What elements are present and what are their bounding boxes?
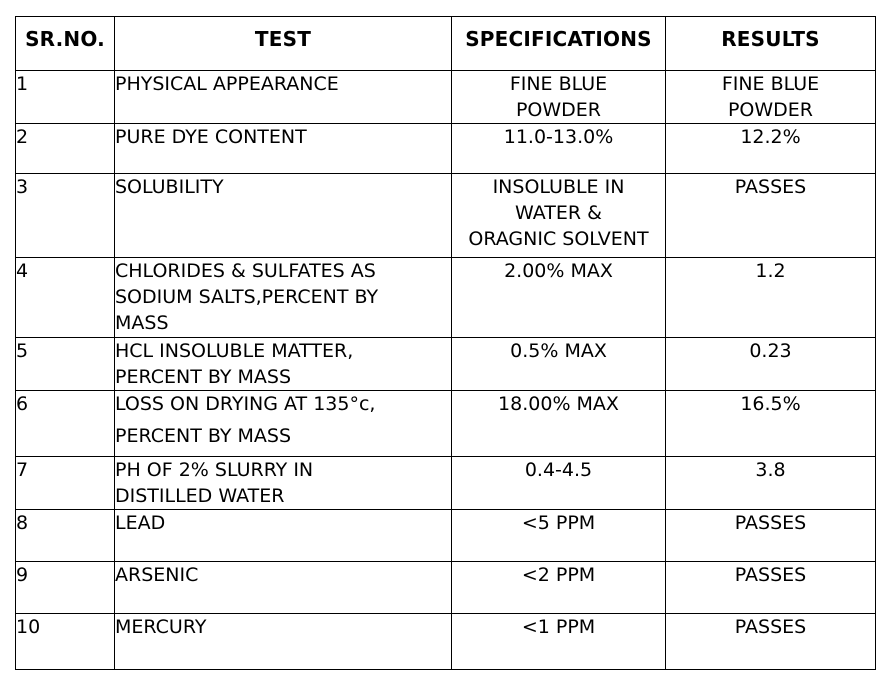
sr-no-cell: 4 xyxy=(16,258,115,338)
result-cell xyxy=(666,457,876,510)
specification-cell xyxy=(452,510,666,562)
sr-no-cell: 6 xyxy=(16,391,115,457)
result-cell xyxy=(666,338,876,391)
sr-no-cell: 9 xyxy=(16,562,115,614)
result-cell-line: PASSES xyxy=(734,616,807,638)
specification-cell xyxy=(452,391,666,457)
table-row xyxy=(16,338,876,391)
header-row xyxy=(16,17,876,71)
specification-cell-line: <2 PPM xyxy=(521,564,596,586)
table-row xyxy=(16,510,876,562)
sr-no-cell: 3 xyxy=(16,174,115,258)
specification-cell-line: <1 PPM xyxy=(521,616,596,638)
sr-no-cell: 1 xyxy=(16,71,115,124)
result-cell-line: PASSES xyxy=(734,176,807,198)
specification-cell-line: 11.0-13.0% xyxy=(503,126,614,148)
result-cell-line: 16.5% xyxy=(740,393,801,415)
test-cell-line: LEAD xyxy=(115,512,166,534)
result-cell-line: FINE BLUE xyxy=(721,73,820,95)
result-cell-line: 1.2 xyxy=(755,260,786,282)
sr-no-cell: 8 xyxy=(16,510,115,562)
table-body xyxy=(16,71,876,670)
specification-cell xyxy=(452,457,666,510)
table-row xyxy=(16,174,876,258)
result-cell xyxy=(666,391,876,457)
test-cell-line: LOSS ON DRYING AT 135°c, xyxy=(115,393,376,415)
specification-cell-line: 0.4-4.5 xyxy=(524,459,593,481)
test-cell-line: MASS xyxy=(115,312,169,334)
specification-cell-line: <5 PPM xyxy=(521,512,596,534)
specification-cell-line: 0.5% MAX xyxy=(510,340,607,362)
test-cell xyxy=(115,258,452,338)
result-cell-line: 0.23 xyxy=(749,340,792,362)
sr-no-cell: 2 xyxy=(16,124,115,174)
result-cell xyxy=(666,124,876,174)
test-cell xyxy=(115,174,452,258)
specification-cell-line: INSOLUBLE IN xyxy=(492,176,625,198)
table-row xyxy=(16,391,876,457)
table-row xyxy=(16,71,876,124)
header-test: TEST xyxy=(115,17,452,71)
result-cell xyxy=(666,258,876,338)
result-cell xyxy=(666,562,876,614)
test-cell-line: PHYSICAL APPEARANCE xyxy=(115,73,339,95)
sr-no-cell: 5 xyxy=(16,338,115,391)
test-cell-line: PH OF 2% SLURRY IN xyxy=(115,459,314,481)
test-cell xyxy=(115,562,452,614)
specification-table xyxy=(15,16,876,670)
test-cell xyxy=(115,391,452,457)
specification-cell xyxy=(452,71,666,124)
specification-cell xyxy=(452,338,666,391)
test-cell-line: MERCURY xyxy=(115,616,207,638)
header-specifications: SPECIFICATIONS xyxy=(452,17,666,71)
sr-no-cell: 7 xyxy=(16,457,115,510)
test-cell xyxy=(115,510,452,562)
test-cell-line: HCL INSOLUBLE MATTER, xyxy=(115,340,354,362)
specification-cell xyxy=(452,174,666,258)
test-cell-line: SOLUBILITY xyxy=(115,176,224,198)
specification-cell xyxy=(452,614,666,670)
result-cell xyxy=(666,510,876,562)
test-cell xyxy=(115,338,452,391)
test-cell-line: PERCENT BY MASS xyxy=(115,366,292,388)
result-cell-line: PASSES xyxy=(734,512,807,534)
specification-cell xyxy=(452,124,666,174)
test-cell-line: PERCENT BY MASS xyxy=(115,425,292,447)
header-sr-no: SR.NO. xyxy=(16,17,115,71)
test-cell-line: CHLORIDES & SULFATES AS xyxy=(115,260,376,282)
test-cell xyxy=(115,124,452,174)
test-cell xyxy=(115,457,452,510)
test-cell xyxy=(115,614,452,670)
result-cell xyxy=(666,614,876,670)
specification-cell-line: 2.00% MAX xyxy=(504,260,613,282)
table-row xyxy=(16,562,876,614)
result-cell xyxy=(666,174,876,258)
sr-no-cell: 10 xyxy=(16,614,115,670)
table-row xyxy=(16,124,876,174)
result-cell xyxy=(666,71,876,124)
specification-cell-line: ORAGNIC SOLVENT xyxy=(468,228,649,250)
result-cell-line: 12.2% xyxy=(740,126,801,148)
test-cell-line: SODIUM SALTS,PERCENT BY xyxy=(115,286,379,308)
result-cell-line: POWDER xyxy=(727,99,814,121)
specification-cell-line: FINE BLUE xyxy=(509,73,608,95)
specification-cell-line: WATER & xyxy=(515,202,602,224)
table-row xyxy=(16,258,876,338)
result-cell-line: PASSES xyxy=(734,564,807,586)
specification-cell-line: 18.00% MAX xyxy=(498,393,619,415)
header-results: RESULTS xyxy=(666,17,876,71)
specification-cell xyxy=(452,258,666,338)
table-row xyxy=(16,457,876,510)
specification-cell xyxy=(452,562,666,614)
table-row xyxy=(16,614,876,670)
specification-cell-line: POWDER xyxy=(515,99,602,121)
test-cell-line: DISTILLED WATER xyxy=(115,485,285,507)
test-cell-line: ARSENIC xyxy=(115,564,199,586)
test-cell xyxy=(115,71,452,124)
test-cell-line: PURE DYE CONTENT xyxy=(115,126,307,148)
result-cell-line: 3.8 xyxy=(755,459,786,481)
